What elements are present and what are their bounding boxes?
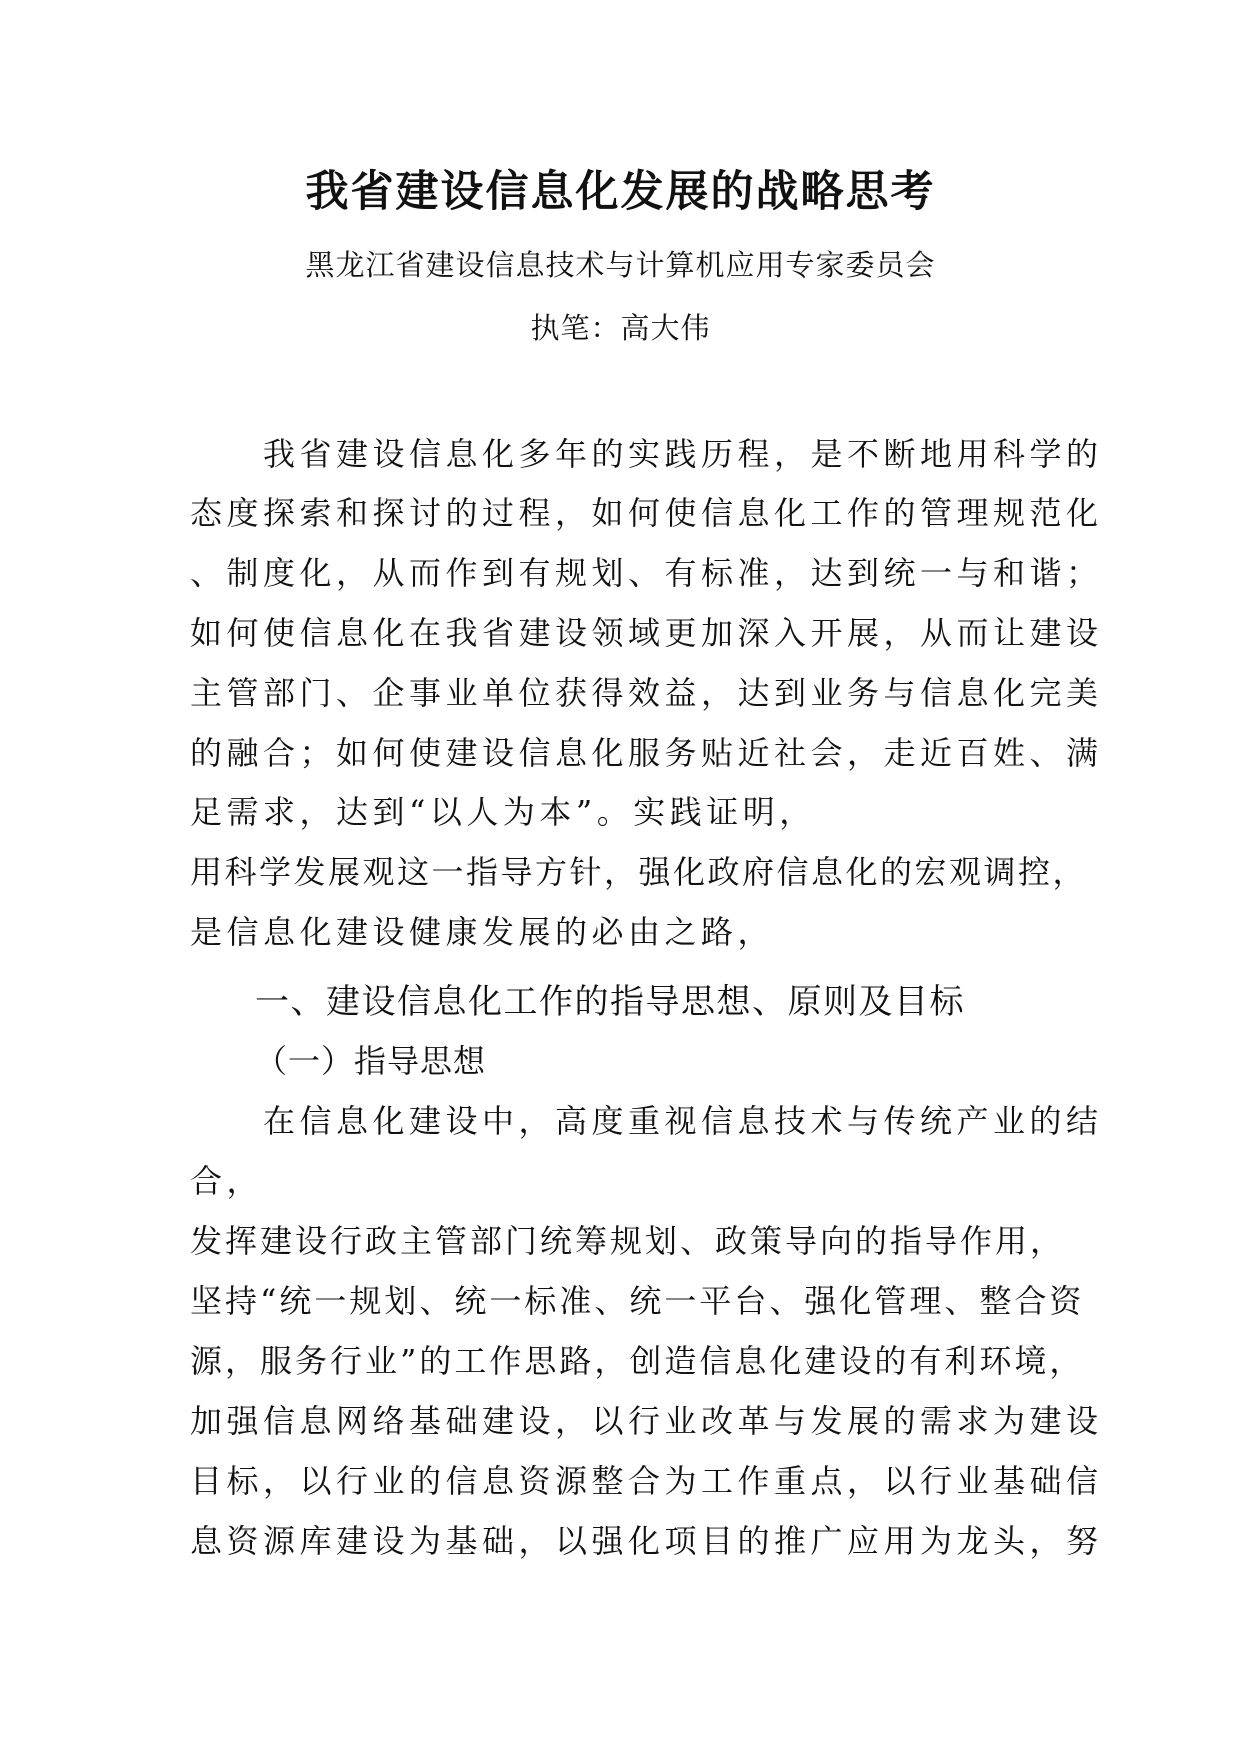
paragraph-1-line-4: 如何使信息化在我省建设领域更加深入开展，从而让建设 (190, 614, 1103, 652)
subsection-heading-1: （一）指导思想 (255, 1042, 487, 1080)
paragraph-2-line-1: 在信息化建设中，高度重视信息技术与传统产业的结 (190, 1102, 1103, 1140)
document-author: 执笔：高大伟 (530, 311, 711, 345)
paragraph-1-line-1: 我省建设信息化多年的实践历程，是不断地用科学的 (190, 435, 1103, 473)
paragraph-1-line-2: 态度探索和探讨的过程，如何使信息化工作的管理规范化 (190, 494, 1103, 532)
paragraph-1-line-5: 主管部门、企事业单位获得效益，达到业务与信息化完美 (190, 674, 1103, 712)
paragraph-1-line-6: 的融合；如何使建设信息化服务贴近社会，走近百姓、满 (190, 734, 1103, 772)
paragraph-2-line-7: 目标，以行业的信息资源整合为工作重点，以行业基础信 (190, 1462, 1103, 1500)
paragraph-2-line-2: 合， (190, 1162, 264, 1200)
paragraph-2-line-5: 源，服务行业”的工作思路，创造信息化建设的有利环境， (190, 1342, 1085, 1380)
paragraph-2-line-6: 加强信息网络基础建设，以行业改革与发展的需求为建设 (190, 1402, 1103, 1440)
paragraph-1-line-3: 、制度化，从而作到有规划、有标准，达到统一与和谐； (190, 554, 1103, 592)
paragraph-1-line-8: 用科学发展观这一指导方针，强化政府信息化的宏观调控， (190, 853, 1088, 891)
paragraph-1-line-7: 足需求，达到“以人为本”。实践证明， (190, 793, 816, 831)
section-heading-1: 一、建设信息化工作的指导思想、原则及目标 (255, 982, 965, 1022)
paragraph-2-line-4: 坚持“统一规划、统一标准、统一平台、强化管理、整合资 (190, 1282, 1085, 1320)
document-organization: 黑龙江省建设信息技术与计算机应用专家委员会 (305, 248, 936, 282)
paragraph-2-line-8: 息资源库建设为基础，以强化项目的推广应用为龙头，努 (190, 1522, 1103, 1560)
paragraph-2-line-3: 发挥建设行政主管部门统筹规划、政策导向的指导作用， (190, 1222, 1066, 1260)
document-title: 我省建设信息化发展的战略思考 (305, 167, 936, 217)
paragraph-1-line-9: 是信息化建设健康发展的必由之路， (190, 913, 775, 951)
